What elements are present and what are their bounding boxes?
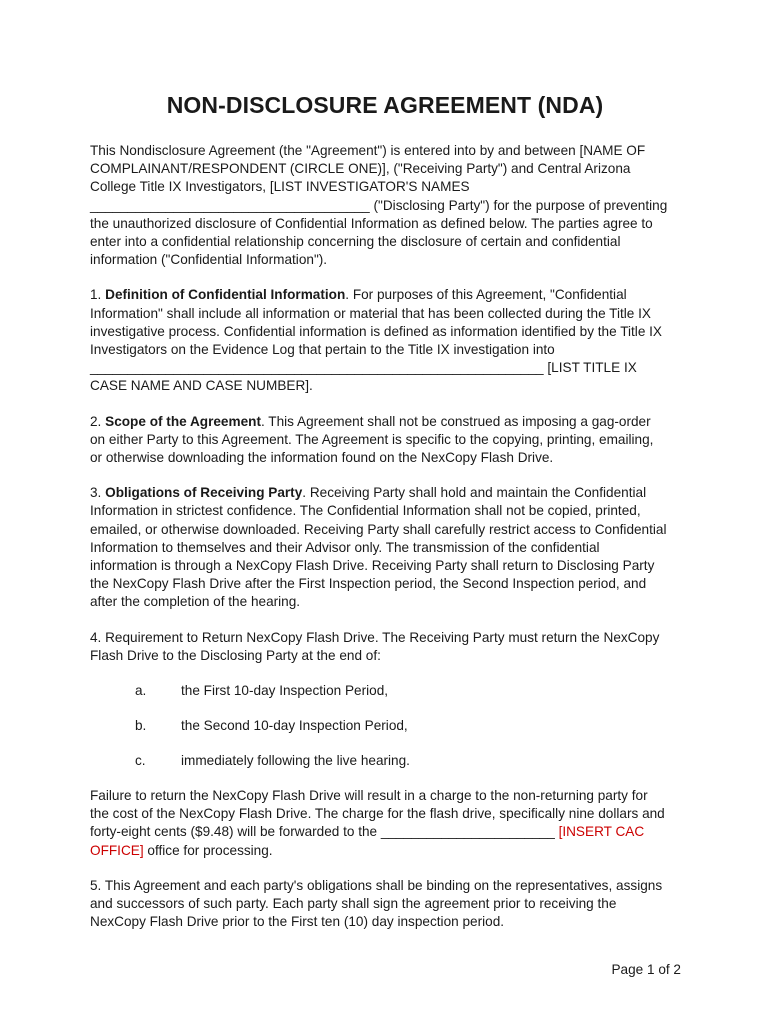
section-5-line: 5. This Agreement and each party's obligations shall be binding on the representatives, assigns — [90, 877, 663, 893]
list-marker: a. — [135, 683, 147, 699]
return-deadline-list — [90, 682, 690, 770]
insert-office-placeholder: [INSERT CAC — [558, 824, 645, 840]
section-heading: Definition of Confidential Information — [105, 287, 346, 303]
list-marker: c. — [135, 753, 146, 769]
section-text: . This Agreement shall not be construed as imposing a gag-order — [260, 413, 651, 429]
document-title: NON-DISCLOSURE AGREEMENT (NDA) — [166, 92, 604, 118]
section-3-line: after the completion of the hearing. — [90, 594, 301, 610]
section-3-first-line — [90, 484, 690, 502]
section-3-line: Information to themselves and their Advisor only. The transmission of the confidential — [90, 539, 600, 555]
list-item — [90, 682, 690, 700]
document-body — [90, 142, 690, 949]
list-item — [90, 717, 690, 735]
insert-office-placeholder: OFFICE] — [90, 842, 144, 858]
section-2-line: or otherwise downloading the information found on the NexCopy Flash Drive. — [90, 450, 554, 466]
section-1-line: Investigators on the Evidence Log that pertain to the Title IX investigation into — [90, 342, 555, 358]
section-2-first-line — [90, 413, 690, 431]
failure-line: the cost of the NexCopy Flash Drive. The charge for the flash drive, specifically nine dollars and — [90, 806, 665, 822]
section-1-first-line — [90, 286, 690, 304]
failure-line — [90, 823, 690, 841]
section-number: 3. — [90, 485, 102, 501]
intro-line: This Nondisclosure Agreement (the "Agreement") is entered into by and between [NAME OF — [90, 143, 646, 158]
list-item — [90, 752, 690, 770]
intro-line: the unauthorized disclosure of Confidential Information as defined below. The parties agree to — [90, 215, 653, 231]
intro-line: COMPLAINANT/RESPONDENT (CIRCLE ONE)], ("Receiving Party") and Central Arizona — [90, 161, 631, 177]
section-4-return — [90, 629, 690, 665]
failure-text: office for processing. — [143, 842, 273, 858]
section-1-line: investigative process. Confidential information is defined as information identified by the Title IX — [90, 323, 662, 339]
section-1-line: ____________________________________________________________ [LIST TITLE IX — [90, 360, 637, 376]
section-3-line: Information in strictest confidence. The Confidential Information shall not be copied, printed, — [90, 503, 641, 519]
intro-paragraph — [90, 142, 690, 269]
section-5-line: and successors of such party. Each party shall sign the agreement prior to receiving the — [90, 896, 617, 912]
list-item-text: immediately following the live hearing. — [181, 753, 410, 769]
section-number: 1. — [90, 287, 102, 303]
intro-line: information ("Confidential Information"). — [90, 252, 328, 268]
failure-to-return-paragraph — [90, 787, 690, 860]
section-3-line: information is through a NexCopy Flash Drive. Receiving Party shall return to Disclosing Party — [90, 558, 655, 574]
section-1-line: Information" shall include all information or material that has been collected during the Title IX — [90, 305, 651, 321]
section-3-line: the NexCopy Flash Drive after the First Inspection period, the Second Inspection period, and — [90, 576, 647, 592]
failure-text: forty-eight cents ($9.48) will be forwarded to the _______________________ — [90, 824, 559, 840]
failure-line — [90, 842, 690, 860]
section-number: 2. — [90, 413, 102, 429]
section-heading: Obligations of Receiving Party — [105, 485, 303, 501]
section-2-scope — [90, 413, 690, 468]
section-3-obligations — [90, 484, 690, 611]
list-item-text: the First 10-day Inspection Period, — [181, 683, 389, 699]
section-5-binding — [90, 877, 690, 932]
section-1-definition — [90, 286, 690, 395]
section-3-line: emailed, or otherwise downloaded. Receiving Party shall carefully restrict access to Confidential — [90, 521, 667, 537]
list-marker: b. — [135, 718, 147, 734]
section-1-line: CASE NAME AND CASE NUMBER]. — [90, 378, 313, 394]
section-2-line: on either Party to this Agreement. The Agreement is specific to the copying, printing, emailing, — [90, 431, 654, 447]
section-text: . For purposes of this Agreement, "Confidential — [345, 287, 627, 303]
failure-line: Failure to return the NexCopy Flash Drive will result in a charge to the non-returning party for — [90, 788, 648, 804]
section-heading: Scope of the Agreement — [105, 413, 261, 429]
intro-line: enter into a confidential relationship concerning the disclosure of certain and confidential — [90, 234, 621, 250]
section-text: . Receiving Party shall hold and maintain the Confidential — [302, 485, 647, 501]
section-4-line: 4. Requirement to Return NexCopy Flash Drive. The Receiving Party must return the NexCopy — [90, 629, 660, 645]
section-5-line: NexCopy Flash Drive prior to the First ten (10) day inspection period. — [90, 914, 505, 930]
intro-line: College Title IX Investigators, [LIST INVESTIGATOR'S NAMES — [90, 179, 470, 195]
list-item-text: the Second 10-day Inspection Period, — [181, 718, 408, 734]
intro-line: _____________________________________ ("Disclosing Party") for the purpose of preventing — [90, 197, 668, 213]
page-number: Page 1 of 2 — [611, 962, 681, 977]
section-4-line: Flash Drive to the Disclosing Party at the end of: — [90, 647, 381, 663]
